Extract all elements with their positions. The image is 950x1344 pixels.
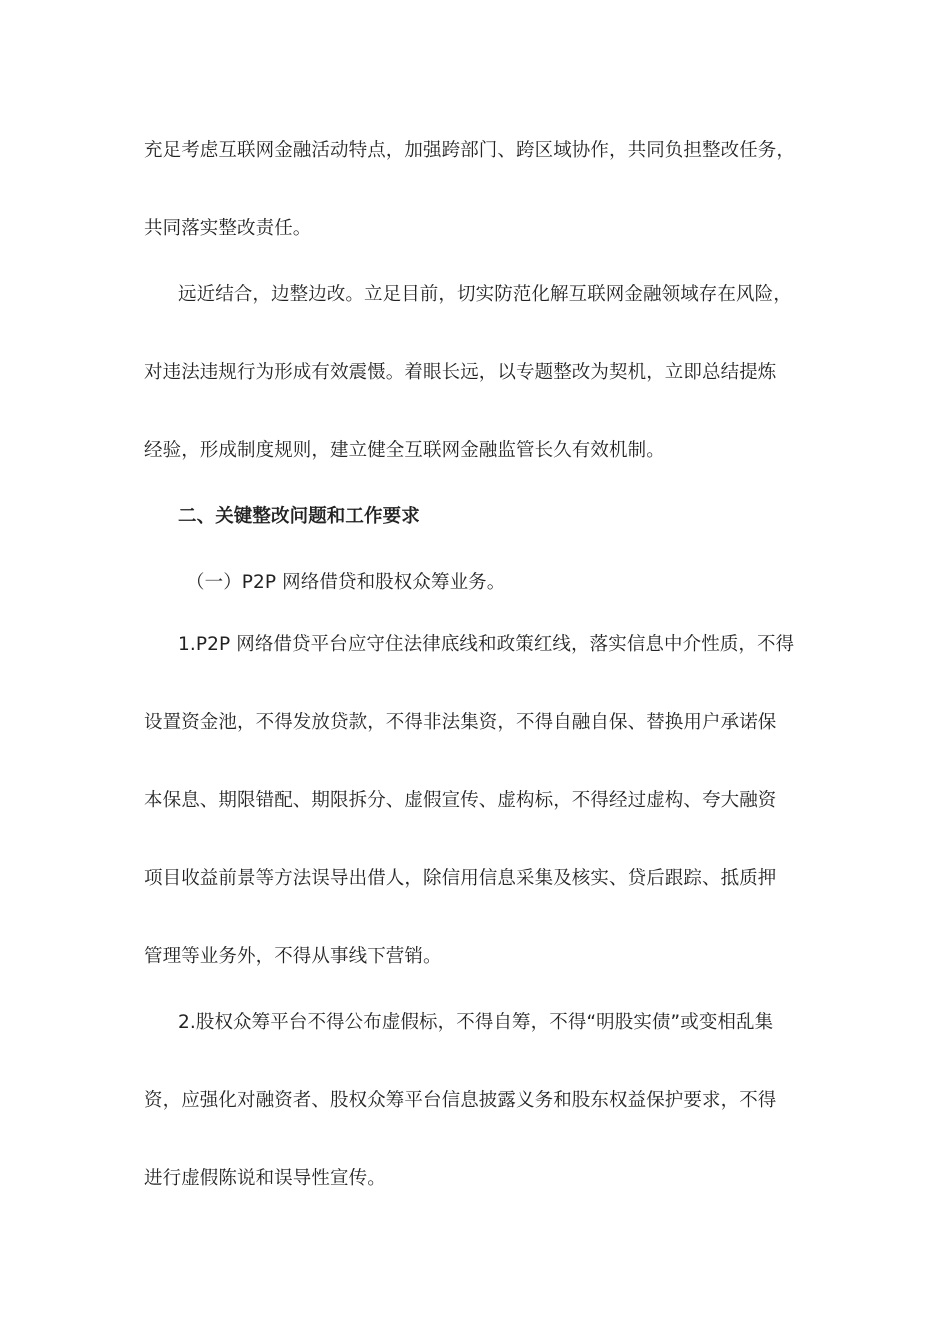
section-heading: 二、关键整改问题和工作要求 <box>178 506 420 527</box>
paragraph-line: 设置资金池，不得发放贷款，不得非法集资，不得自融自保、替换用户承诺保 <box>144 712 777 733</box>
paragraph-line: 经验，形成制度规则，建立健全互联网金融监管长久有效机制。 <box>144 440 665 461</box>
paragraph-line: 充足考虑互联网金融活动特点，加强跨部门、跨区域协作，共同负担整改任务， <box>144 140 796 161</box>
subsection-heading: （一）P2P 网络借贷和股权众筹业务。 <box>186 572 506 593</box>
paragraph-line: 管理等业务外，不得从事线下营销。 <box>144 946 442 967</box>
paragraph-line: 2.股权众筹平台不得公布虚假标，不得自筹，不得“明股实债”或变相乱集 <box>178 1012 774 1033</box>
paragraph-line: 对违法违规行为形成有效震慑。着眼长远，以专题整改为契机，立即总结提炼 <box>144 362 777 383</box>
paragraph-line: 1.P2P 网络借贷平台应守住法律底线和政策红线，落实信息中介性质，不得 <box>178 634 795 655</box>
paragraph-line: 本保息、期限错配、期限拆分、虚假宣传、虚构标，不得经过虚构、夸大融资 <box>144 790 777 811</box>
paragraph-line: 远近结合，边整边改。立足目前，切实防范化解互联网金融领域存在风险， <box>178 284 792 305</box>
paragraph-line: 项目收益前景等方法误导出借人，除信用信息采集及核实、贷后跟踪、抵质押 <box>144 868 777 889</box>
paragraph-line: 资，应强化对融资者、股权众筹平台信息披露义务和股东权益保护要求，不得 <box>144 1090 777 1111</box>
paragraph-line: 进行虚假陈说和误导性宣传。 <box>144 1168 386 1189</box>
paragraph-line: 共同落实整改责任。 <box>144 218 312 239</box>
